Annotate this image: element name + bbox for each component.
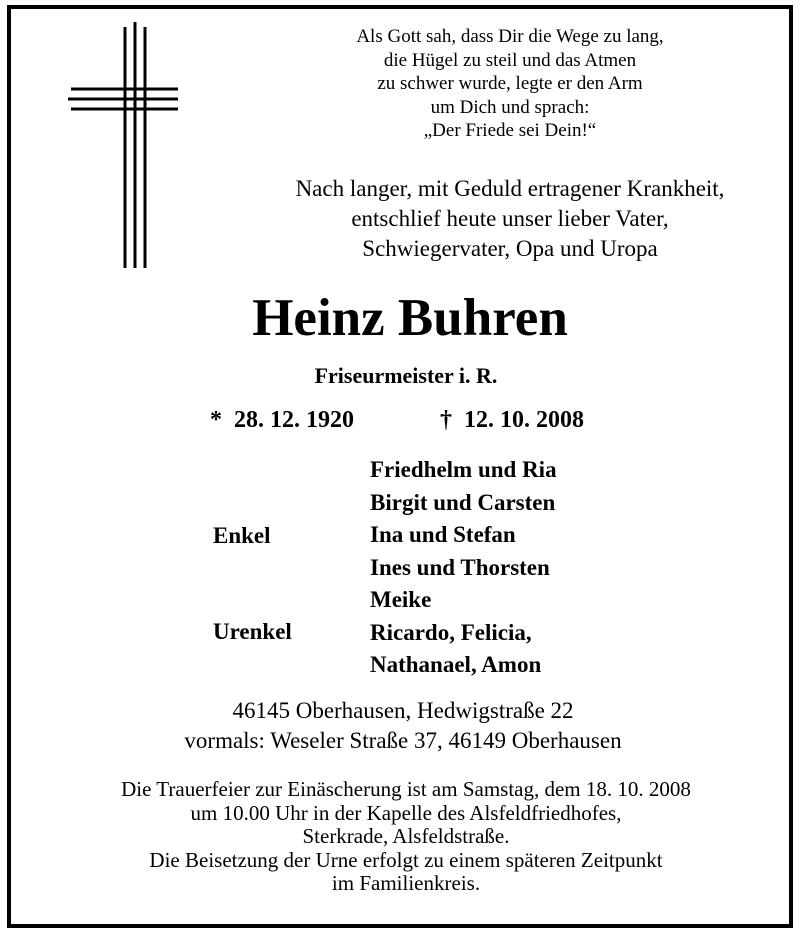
poem-line: „Der Friede sei Dein!“: [423, 120, 597, 141]
announcement-line: Nach langer, mit Geduld ertragener Krankheit,: [295, 176, 725, 201]
announcement-text: [240, 174, 780, 264]
poem-line: Als Gott sah, dass Dir die Wege zu lang,: [356, 26, 664, 47]
announcement-line: entschlief heute unser lieber Vater,: [351, 206, 669, 231]
current-address: 46145 Oberhausen, Hedwigstraße 22: [232, 698, 574, 723]
birth-symbol: *: [210, 407, 222, 433]
poem-text: [250, 25, 770, 143]
service-line: Sterkrade, Alsfeldstraße.: [302, 824, 510, 848]
former-address: vormals: Weseler Straße 37, 46149 Oberhausen: [184, 728, 622, 753]
service-line: Die Trauerfeier zur Einäscherung ist am Samstag, dem 18. 10. 2008: [121, 777, 691, 801]
family-member: Meike: [370, 587, 432, 612]
poem-line: zu schwer wurde, legte er den Arm: [377, 73, 643, 94]
cross-icon: [68, 22, 178, 272]
poem-line: um Dich und sprach:: [430, 96, 590, 118]
service-line: um 10.00 Uhr in der Kapelle des Alsfeldfriedhofes,: [190, 800, 622, 825]
family-member: Birgit und Carsten: [370, 489, 556, 515]
service-line: Die Beisetzung der Urne erfolgt zu einem späteren Zeitpunkt: [149, 847, 663, 872]
deceased-name: Heinz Buhren: [252, 289, 568, 347]
service-info: [0, 778, 800, 896]
family-member: Nathanael, Amon: [370, 652, 542, 677]
announcement-line: Schwiegervater, Opa und Uropa: [362, 236, 658, 261]
birth-date: 28. 12. 1920: [234, 407, 354, 433]
deceased-title: Friseurmeister i. R.: [314, 363, 498, 388]
urenkel-label: Urenkel: [213, 619, 292, 644]
family-member: Friedhelm und Ria: [370, 457, 557, 482]
enkel-label: Enkel: [213, 523, 271, 548]
poem-line: die Hügel zu steil und das Atmen: [383, 49, 637, 71]
family-member: Ricardo, Felicia,: [370, 619, 532, 645]
family-list: [370, 454, 557, 682]
death-symbol: †: [440, 407, 452, 433]
family-member: Ines und Thorsten: [370, 554, 550, 580]
birth-date-row: [210, 404, 354, 436]
death-date-row: [440, 404, 584, 436]
address-block: [0, 696, 800, 756]
death-date: 12. 10. 2008: [464, 407, 584, 433]
service-line: im Familienkreis.: [331, 871, 481, 895]
family-member: Ina und Stefan: [370, 522, 516, 547]
